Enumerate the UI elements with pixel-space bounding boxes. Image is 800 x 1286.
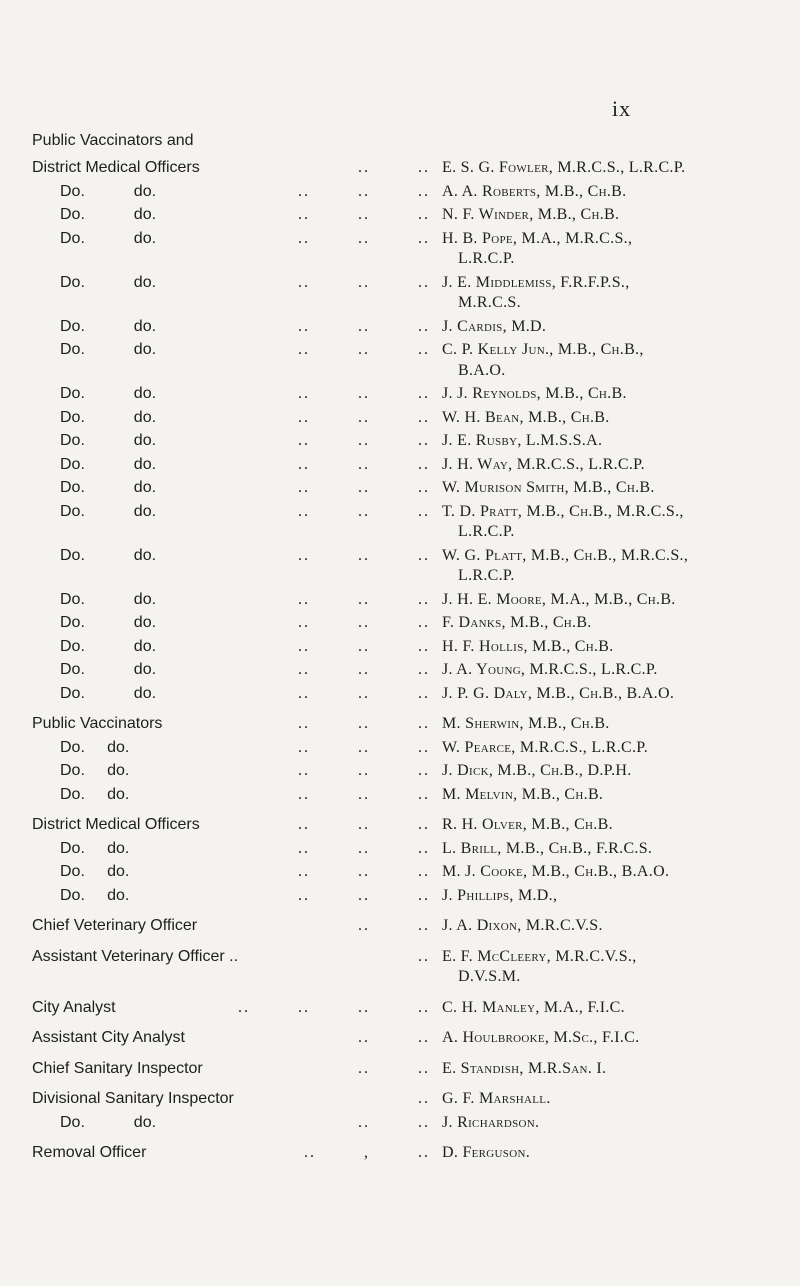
leader-dots: .. .. .. [298,839,430,857]
leader-dots: .. .. [358,159,430,176]
entry-role: Do. do. [60,229,157,247]
list-item [0,637,800,658]
list-item [0,478,800,499]
entry-role: Removal Officer [32,1144,147,1161]
entry-name: A. Houlbrooke, M.Sc., F.I.C. [442,1029,640,1046]
leader-dots: .. .. .. [298,273,430,291]
leader-dots: .. , .. [304,1144,430,1161]
entry-role: District Medical Officers [32,816,200,833]
leader-dots: .. .. .. [298,590,430,608]
list-item [0,1059,800,1080]
entry-role: Do. do. [60,839,130,857]
list-item [0,158,800,179]
entry-role: City Analyst [32,998,116,1016]
entry-name: J. Richardson. [442,1113,540,1131]
list-item [0,229,800,270]
leader-dots: .. [418,1090,430,1107]
list-item [0,862,800,883]
list-item [0,273,800,314]
entry-role: Do. do. [60,408,157,426]
entry-name: H. B. Pope, M.A., M.R.C.S., L.R.C.P. [442,229,800,270]
entry-name: M. Melvin, M.B., Ch.B. [442,785,604,803]
leader-dots: .. .. .. [298,182,430,200]
leader-dots: .. .. .. [298,684,430,702]
entry-name: G. F. Marshall. [442,1090,551,1107]
entry-role: Do. do. [60,614,157,631]
entry-name: C. H. Manley, M.A., F.I.C. [442,998,625,1016]
leader-dots: .. .. .. [298,637,430,655]
list-item [0,1089,800,1110]
entry-role: Do. do. [60,1113,157,1131]
leader-dots: .. .. .. [298,715,430,732]
entry-name: A. A. Roberts, M.B., Ch.B. [442,182,627,200]
leader-dots: .. .. .. [298,762,430,779]
entry-name-continuation: L.R.C.P. [458,567,515,584]
entry-role: District Medical Officers [32,159,200,176]
list-item [0,761,800,782]
entry-name: W. Murison Smith, M.B., Ch.B. [442,479,655,496]
entry-role: Do. do. [60,432,157,449]
entry-name: M. Sherwin, M.B., Ch.B. [442,715,610,732]
entry-role: Do. do. [60,886,130,904]
list-item [0,916,800,937]
entry-name: J. H. E. Moore, M.A., M.B., Ch.B. [442,590,676,608]
leader-dots: .. .. .. [298,317,430,335]
leader-dots: .. .. .. [298,229,430,247]
entry-role: Do. do. [60,455,157,473]
entry-role: Assistant Veterinary Officer .. [32,947,239,965]
entry-role: Chief Sanitary Inspector [32,1059,203,1077]
leader-dots: .. .. .. [298,886,430,904]
list-item [0,408,800,429]
list-item [0,815,800,836]
leader-dots: .. .. .. [298,863,430,880]
page-number: ix [612,96,632,121]
entry-name: T. D. Pratt, M.B., Ch.B., M.R.C.S., L.R.C.P. [442,502,800,543]
entry-name-continuation: L.R.C.P. [458,250,515,267]
entry-role: Do. do. [60,206,157,223]
list-item [0,1028,800,1049]
entry-name-continuation: M.R.C.S. [458,294,521,311]
entry-role: Do. do. [60,684,157,702]
entry-role: Do. do. [60,637,157,655]
leader-dots: .. .. [358,917,430,934]
entry-role: Do. do. [60,273,157,291]
list-item [0,455,800,476]
entry-name: J. P. G. Daly, M.B., Ch.B., B.A.O. [442,684,675,702]
list-item [0,205,800,226]
leader-dots: .. .. .. [298,546,430,564]
list-item [0,431,800,452]
list-item [0,502,800,543]
section-heading: Public Vaccinators and [32,132,194,149]
entry-name: D. Ferguson. [442,1144,531,1161]
leader-dots: .. .. .. [298,785,430,803]
entry-name: E. F. McCleery, M.R.C.V.S., D.V.S.M. [442,947,800,988]
list-item [0,317,800,338]
entry-role: Assistant City Analyst [32,1029,185,1046]
entry-name-continuation: L.R.C.P. [458,523,515,540]
leader-dots: .. .. .. [298,206,430,223]
entry-name-continuation: D.V.S.M. [458,968,521,985]
list-item [0,384,800,405]
leader-dots: .. .. .. [298,341,430,358]
leader-dots: .. .. .. [298,408,430,426]
entry-name: N. F. Winder, M.B., Ch.B. [442,206,620,223]
list-item [0,947,800,988]
entry-name: W. H. Bean, M.B., Ch.B. [442,408,610,426]
entry-name: E. S. G. Fowler, M.R.C.S., L.R.C.P. [442,159,686,176]
entry-name: E. Standish, M.R.San. I. [442,1059,607,1077]
list-item [0,546,800,587]
entry-name: J. A. Dixon, M.R.C.V.S. [442,917,603,934]
entry-name: J. E. Middlemiss, F.R.F.P.S., M.R.C.S. [442,273,800,314]
entry-role: Do. do. [60,661,157,678]
leader-dots: .. [418,947,430,965]
leader-dots: .. .. [358,1113,430,1131]
list-item [0,1143,800,1164]
list-item [0,785,800,806]
list-item [0,1113,800,1134]
leader-dots: .. .. .. [298,614,430,631]
list-item [0,738,800,759]
entry-name: M. J. Cooke, M.B., Ch.B., B.A.O. [442,863,670,880]
leader-dots: .. .. [358,1059,430,1077]
list-item [0,998,800,1019]
list-item [0,660,800,681]
leader-dots: .. .. .. [298,502,430,520]
list-item [0,182,800,203]
entry-name: R. H. Olver, M.B., Ch.B. [442,816,613,833]
list-item [0,714,800,735]
leader-dots: .. .. .. [298,479,430,496]
entry-name: J. Dick, M.B., Ch.B., D.P.H. [442,762,632,779]
entry-role: Divisional Sanitary Inspector [32,1090,234,1107]
leader-dots: .. .. .. [298,738,430,756]
entry-name: F. Danks, M.B., Ch.B. [442,614,592,631]
entry-role: Do. do. [60,317,157,335]
leader-dots: .. .. .. .. [238,998,430,1016]
entry-role: Chief Veterinary Officer [32,917,198,934]
list-item [0,684,800,705]
entry-role: Do. do. [60,385,157,402]
entry-name: J. A. Young, M.R.C.S., L.R.C.P. [442,661,658,678]
list-item [0,590,800,611]
entry-name: C. P. Kelly Jun., M.B., Ch.B., B.A.O. [442,340,800,381]
entry-role: Do. do. [60,863,130,880]
entry-name: J. E. Rusby, L.M.S.S.A. [442,432,603,449]
entry-role: Do. do. [60,546,157,564]
entry-role: Do. do. [60,479,157,496]
leader-dots: .. .. .. [298,661,430,678]
entry-name: J. Cardis, M.D. [442,317,547,335]
entry-name: L. Brill, M.B., Ch.B., F.R.C.S. [442,839,653,857]
list-item [0,613,800,634]
leader-dots: .. .. .. [298,816,430,833]
entry-role: Do. do. [60,502,157,520]
entry-role: Do. do. [60,182,157,200]
leader-dots: .. .. .. [298,385,430,402]
leader-dots: .. .. .. [298,455,430,473]
entry-role: Do. do. [60,341,157,358]
entry-name: H. F. Hollis, M.B., Ch.B. [442,637,614,655]
entry-name: W. G. Platt, M.B., Ch.B., M.R.C.S., L.R.C.P. [442,546,800,587]
entry-role: Do. do. [60,785,130,803]
entry-role: Do. do. [60,762,130,779]
entry-name: J. H. Way, M.R.C.S., L.R.C.P. [442,455,645,473]
entry-name-continuation: B.A.O. [458,361,506,379]
entry-role: Public Vaccinators [32,715,163,732]
list-item [0,340,800,381]
entry-name: J. Phillips, M.D., [442,886,558,904]
leader-dots: .. .. .. [298,432,430,449]
entry-role: Do. do. [60,590,157,608]
officer-list [0,155,800,1164]
entry-name: J. J. Reynolds, M.B., Ch.B. [442,385,627,402]
list-item [0,886,800,907]
list-item [0,839,800,860]
leader-dots: .. .. [358,1029,430,1046]
entry-name: W. Pearce, M.R.C.S., L.R.C.P. [442,738,648,756]
entry-role: Do. do. [60,738,130,756]
